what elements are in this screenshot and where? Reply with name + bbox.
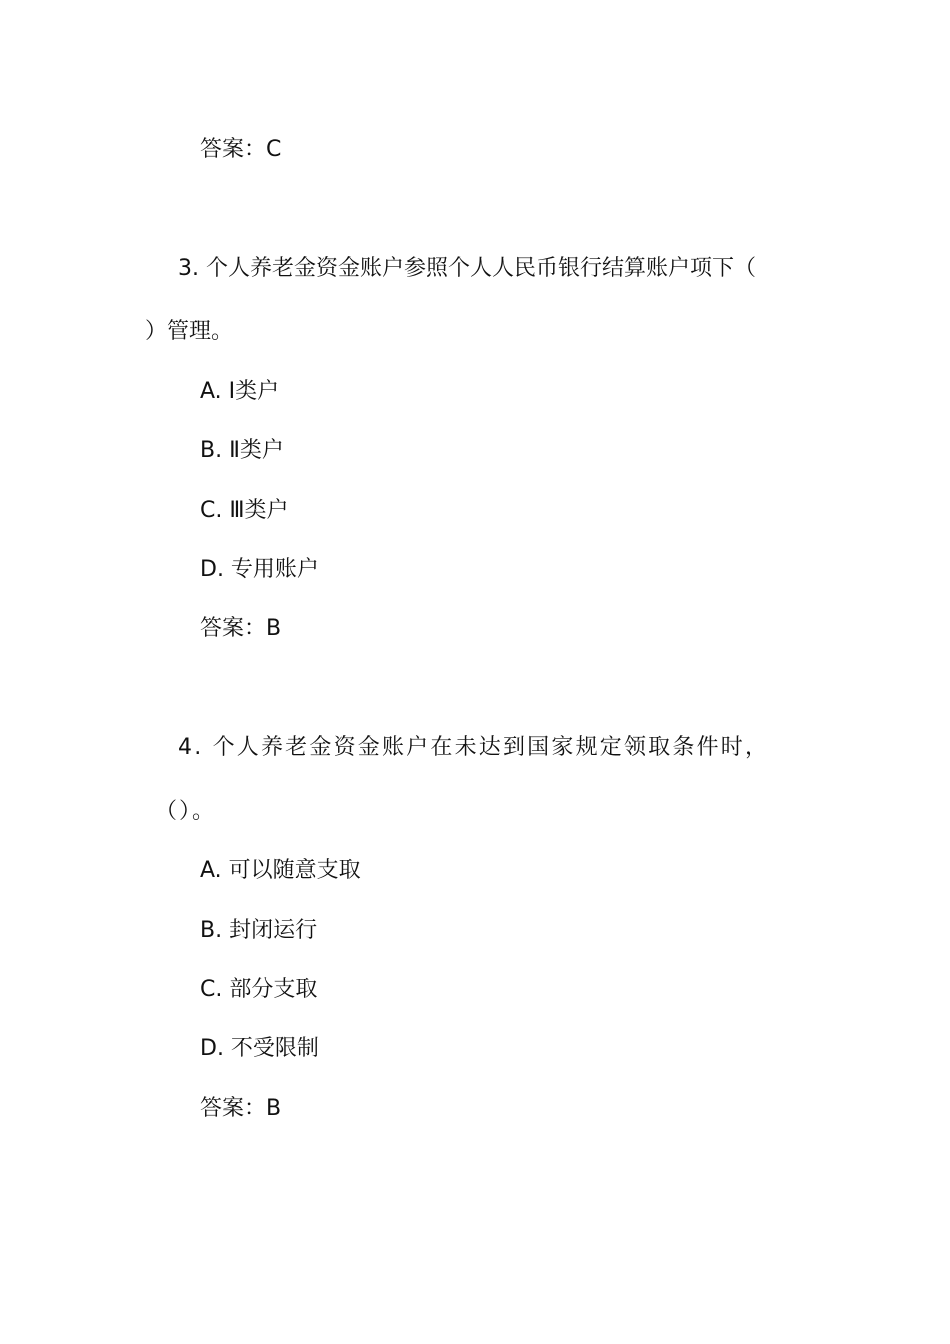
question-3-stem-line-2: ）管理。 xyxy=(145,319,234,344)
previous-answer: 答案：C xyxy=(200,137,282,162)
question-4-stem-line-2: （）。 xyxy=(155,799,217,824)
question-4-option-a: A. 可以随意支取 xyxy=(200,858,361,883)
question-4-option-d: D. 不受限制 xyxy=(200,1036,319,1061)
question-3-option-d: D. 专用账户 xyxy=(200,557,319,582)
question-3-answer: 答案：B xyxy=(200,616,282,641)
question-3-stem-line-1: 3. 个人养老金资金账户参照个人人民币银行结算账户项下（ xyxy=(178,256,756,281)
question-4-option-b: B. 封闭运行 xyxy=(200,918,318,943)
question-3-option-b: B. Ⅱ类户 xyxy=(200,438,284,463)
question-3-option-c: C. Ⅲ类户 xyxy=(200,498,289,523)
question-3-option-a: A. Ⅰ类户 xyxy=(200,379,280,404)
question-4-answer: 答案：B xyxy=(200,1096,282,1121)
question-4-option-c: C. 部分支取 xyxy=(200,977,318,1002)
question-4-stem-line-1: 4. 个人养老金资金账户在未达到国家规定领取条件时， xyxy=(178,735,770,760)
